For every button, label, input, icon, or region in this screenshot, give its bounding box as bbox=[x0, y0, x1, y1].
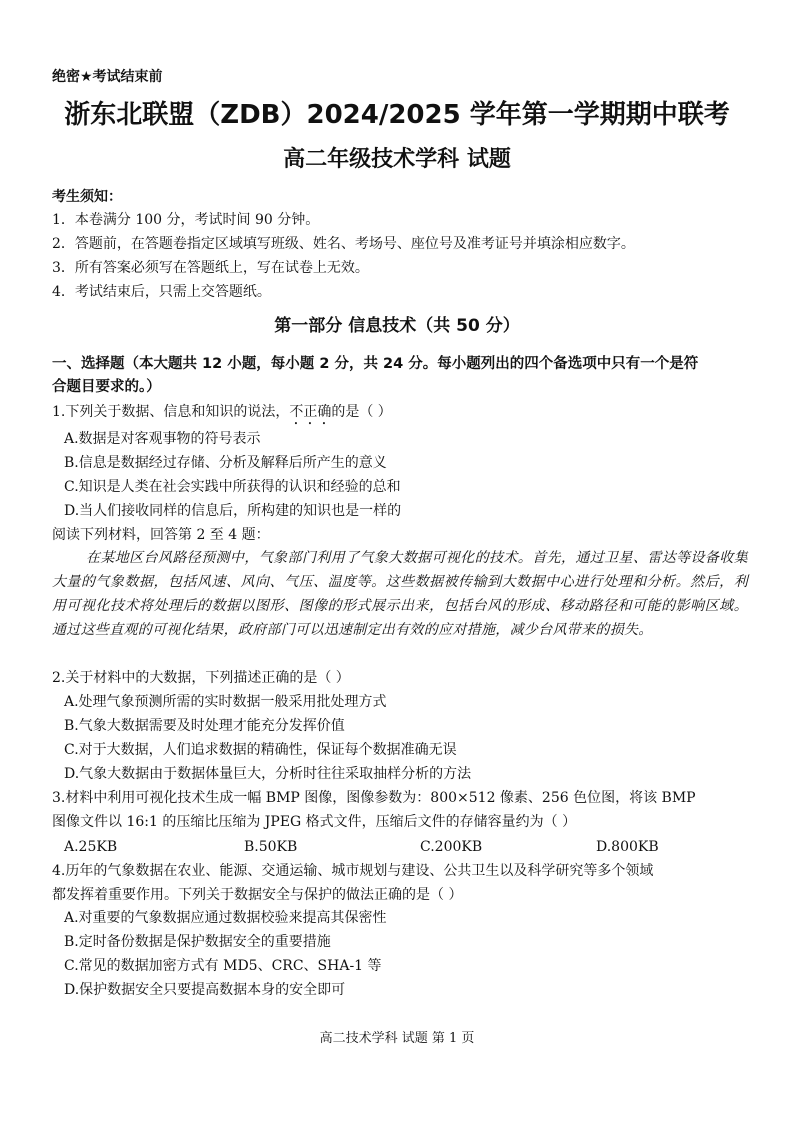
question-1-emphasis: 不正确 bbox=[289, 404, 332, 420]
question-2-option-b: B.气象大数据需要及时处理才能充分发挥价值 bbox=[64, 718, 345, 734]
question-3-options bbox=[64, 836, 748, 858]
question-2-stem: 2.关于材料中的大数据，下列描述正确的是（ ） bbox=[52, 670, 350, 686]
reading-intro: 阅读下列材料，回答第 2 至 4 题： bbox=[52, 527, 270, 543]
question-1-option-a: A.数据是对客观事物的符号表示 bbox=[64, 431, 261, 447]
question-3-option-d: D.800KB bbox=[596, 839, 659, 855]
question-4-option-d: D.保护数据安全只要提高数据本身的安全即可 bbox=[64, 982, 346, 998]
question-1-stem bbox=[52, 401, 748, 428]
reading-passage: 在某地区台风路径预测中，气象部门利用了气象大数据可视化的技术。首先，通过卫星、雷达等设备收集大量的气象数据，包括风速、风向、气压、温度等。这些数据被传输到大数据中心进行处理和分析。然后，利用可视化技术将处理后的数据以图形、图像的形式展示出来，包括台风的形成、移动路径和可能的影响区域。通过这些直观的可视化结果，政府部门可以迅速制定出有效的应对措施，减少台风带来的损失。 bbox=[52, 550, 748, 638]
question-1-option-c: C.知识是人类在社会实践中所获得的认识和经验的总和 bbox=[64, 479, 401, 495]
notice-item: 3．所有答案必须写在答题纸上，写在试卷上无效。 bbox=[52, 260, 369, 276]
question-3-stem-line1: 3.材料中利用可视化技术生成一幅 BMP 图像，图像参数为：800×512 像素、256 色位图，将该 BMP bbox=[52, 790, 696, 806]
question-3-option-a: A.25KB bbox=[64, 839, 118, 855]
confidential-mark: 绝密★考试结束前 bbox=[52, 69, 163, 85]
question-4-stem-line1: 4.历年的气象数据在农业、能源、交通运输、城市规划与建设、公共卫生以及科学研究等多个领域 bbox=[52, 863, 654, 879]
exam-title: 浙东北联盟（ZDB）2024/2025 学年第一学期期中联考 bbox=[64, 100, 730, 130]
notice-item: 2．答题前，在答题卷指定区域填写班级、姓名、考场号、座位号及准考证号并填涂相应数字。 bbox=[52, 236, 635, 252]
question-1-option-b: B.信息是数据经过存储、分析及解释后所产生的意义 bbox=[64, 455, 387, 471]
part-one-title: 第一部分 信息技术（共 50 分） bbox=[274, 316, 520, 336]
question-3-option-c: C.200KB bbox=[420, 839, 483, 855]
exam-subtitle: 高二年级技术学科 试题 bbox=[283, 147, 511, 172]
question-2-option-d: D.气象大数据由于数据体量巨大，分析时往往采取抽样分析的方法 bbox=[64, 766, 472, 782]
question-3-stem-line2: 图像文件以 16:1 的压缩比压缩为 JPEG 格式文件，压缩后文件的存储容量约为（ ） bbox=[52, 814, 577, 830]
question-4-option-c: C.常见的数据加密方式有 MD5、CRC、SHA-1 等 bbox=[64, 958, 382, 974]
page-footer: 高二技术学科 试题 第 1 页 bbox=[319, 1031, 475, 1046]
notice-item: 4．考试结束后，只需上交答题纸。 bbox=[52, 284, 271, 300]
question-1-stem-b: 的是（ ） bbox=[331, 404, 392, 420]
question-1-option-d: D.当人们接收同样的信息后，所构建的知识也是一样的 bbox=[64, 503, 402, 519]
notice-heading: 考生须知： bbox=[52, 189, 122, 205]
section-heading-line2: 合题目要求的。） bbox=[52, 379, 161, 395]
question-4-option-b: B.定时备份数据是保护数据安全的重要措施 bbox=[64, 934, 331, 950]
question-1-stem-a: 1.下列关于数据、信息和知识的说法， bbox=[52, 404, 290, 420]
section-heading-line1: 一、选择题（本大题共 12 小题，每小题 2 分，共 24 分。每小题列出的四个备选项中只有一个是符 bbox=[52, 356, 699, 372]
question-2-option-a: A.处理气象预测所需的实时数据一般采用批处理方式 bbox=[64, 694, 387, 710]
question-3-option-b: B.50KB bbox=[244, 839, 298, 855]
question-2-option-c: C.对于大数据，人们追求数据的精确性，保证每个数据准确无误 bbox=[64, 742, 457, 758]
question-4-option-a: A.对重要的气象数据应通过数据校验来提高其保密性 bbox=[64, 910, 387, 926]
question-4-stem-line2: 都发挥着重要作用。下列关于数据安全与保护的做法正确的是（ ） bbox=[52, 887, 463, 903]
notice-item: 1．本卷满分 100 分，考试时间 90 分钟。 bbox=[52, 212, 320, 228]
